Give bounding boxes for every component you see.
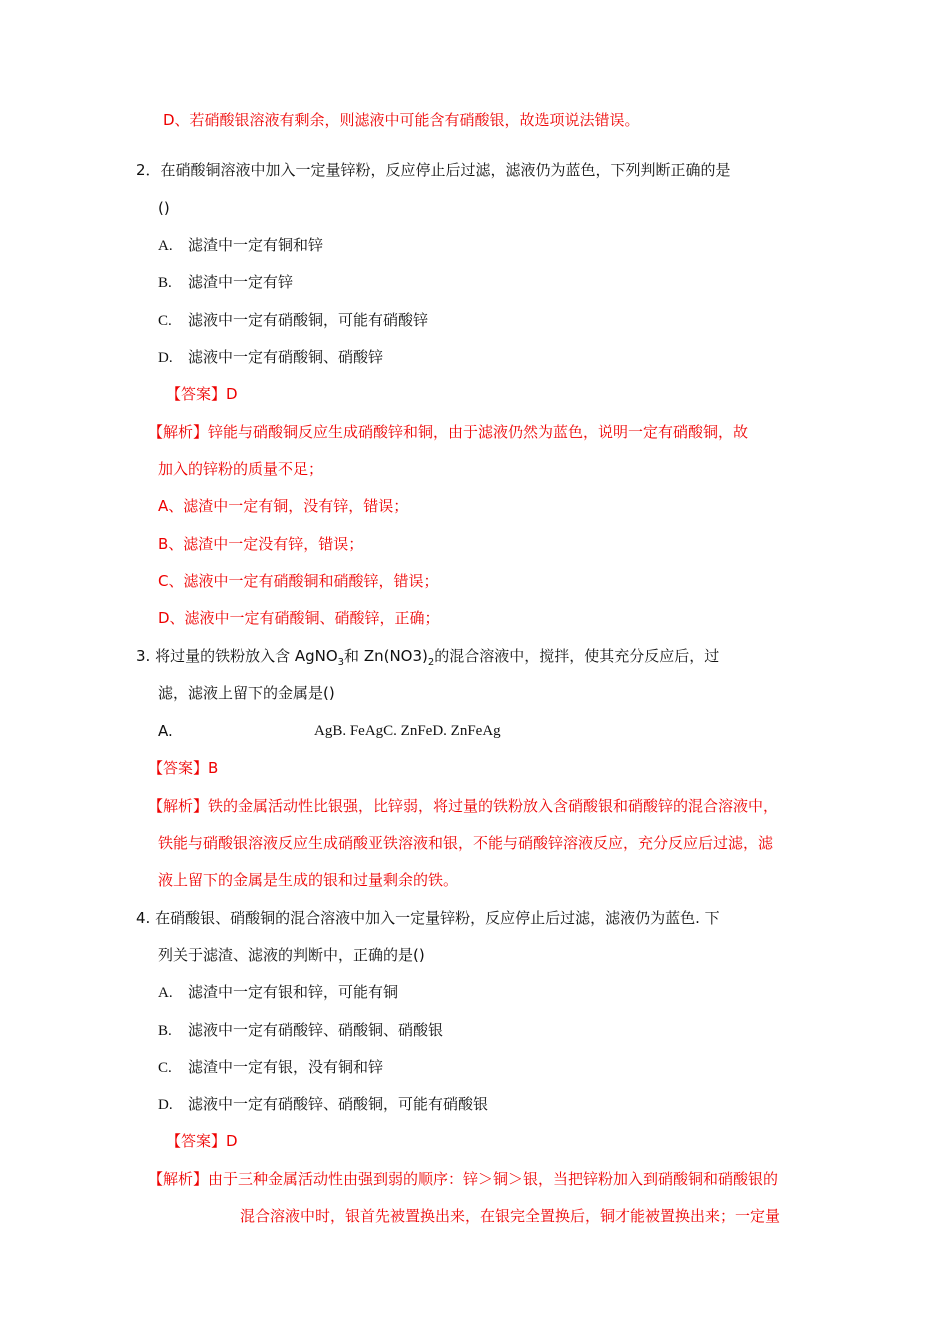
subscript: 3	[337, 657, 345, 668]
option-text: 滤渣中一定有铜和锌	[188, 236, 324, 254]
option-letter: C.	[158, 1060, 172, 1076]
q2-option-d	[158, 347, 383, 368]
q3-analysis-line3: 液上留下的金属是生成的银和过量剩余的铁。	[158, 871, 459, 889]
q3-answer: 【答案】B	[148, 759, 219, 777]
option-letter: C.	[158, 313, 172, 329]
q4-analysis-line2: 混合溶液中时，银首先被置换出来，在银完全置换后，铜才能被置换出来；一定量	[240, 1207, 781, 1225]
q3-analysis-line2: 铁能与硝酸银溶液反应生成硝酸亚铁溶液和银，不能与硝酸锌溶液反应，充分反应后过滤，滤	[158, 834, 774, 852]
q4-answer: 【答案】D	[166, 1132, 238, 1150]
q2-stem: 2．在硝酸铜溶液中加入一定量锌粉，反应停止后过滤，滤液仍为蓝色，下列判断正确的是	[136, 161, 731, 179]
q1-option-d-explanation: D、若硝酸银溶液有剩余，则滤液中可能含有硝酸银，故选项说法错误。	[163, 111, 640, 129]
q2-analysis-b: B、滤渣中一定没有锌，错误；	[158, 535, 364, 553]
option-letter: D.	[158, 350, 173, 366]
subscript: 2	[427, 657, 435, 668]
option-text: 滤液中一定有硝酸锌、硝酸铜，可能有硝酸银	[188, 1095, 489, 1113]
option-text: 滤液中一定有硝酸锌、硝酸铜、硝酸银	[188, 1021, 444, 1039]
q4-option-c	[158, 1057, 383, 1078]
option-text: 滤渣中一定有银和锌，可能有铜	[188, 983, 399, 1001]
q4-option-d	[158, 1094, 488, 1115]
q2-stem-blank: ()	[158, 199, 170, 217]
q4-stem: 4. 在硝酸银、硝酸铜的混合溶液中加入一定量锌粉，反应停止后过滤，滤液仍为蓝色. 下	[136, 909, 720, 927]
q4-option-a	[158, 982, 398, 1003]
q3-options: AgB. FeAgC. ZnFeD. ZnFeAg	[314, 723, 501, 739]
q2-analysis-c: C、滤液中一定有硝酸铜和硝酸锌，错误；	[158, 572, 439, 590]
q2-analysis-d: D、滤液中一定有硝酸铜、硝酸锌，正确；	[158, 609, 440, 627]
option-letter: B.	[158, 1023, 172, 1039]
q3-stem	[136, 646, 719, 673]
q3-option-a-letter: A.	[158, 722, 173, 740]
option-letter: A.	[158, 238, 173, 254]
q2-option-c	[158, 310, 428, 331]
option-letter: D.	[158, 1097, 173, 1113]
q3-stem-part3: 的混合溶液中，搅拌，使其充分反应后，过	[434, 647, 720, 665]
q3-stem-part1: 3. 将过量的铁粉放入含 AgNO	[136, 647, 338, 665]
q2-analysis-line1: 【解析】锌能与硝酸铜反应生成硝酸锌和铜，由于滤液仍然为蓝色，说明一定有硝酸铜，故	[148, 423, 749, 441]
option-text: 滤渣中一定有锌	[188, 273, 294, 291]
q2-analysis-a: A、滤渣中一定有铜，没有锌，错误；	[158, 497, 409, 515]
q4-option-b	[158, 1020, 443, 1041]
q4-stem-line2: 列关于滤渣、滤液的判断中，正确的是()	[158, 946, 425, 964]
q4-analysis-line1: 【解析】由于三种金属活动性由强到弱的顺序：锌＞铜＞银，当把锌粉加入到硝酸铜和硝酸银的	[148, 1170, 779, 1188]
option-text: 滤渣中一定有银，没有铜和锌	[188, 1058, 384, 1076]
option-letter: B.	[158, 275, 172, 291]
q2-option-a	[158, 235, 323, 256]
option-text: 滤液中一定有硝酸铜、硝酸锌	[188, 348, 384, 366]
option-letter: A.	[158, 985, 173, 1001]
option-text: 滤液中一定有硝酸铜，可能有硝酸锌	[188, 311, 429, 329]
q3-analysis-line1: 【解析】铁的金属活动性比银强，比锌弱，将过量的铁粉放入含硝酸银和硝酸锌的混合溶液中，	[148, 797, 779, 815]
q2-answer: 【答案】D	[166, 385, 238, 403]
q3-stem-line2: 滤，滤液上留下的金属是()	[158, 684, 335, 702]
q2-option-b	[158, 272, 293, 293]
q2-analysis-line2: 加入的锌粉的质量不足；	[158, 460, 324, 478]
q3-stem-part2: 和 Zn(NO3)	[344, 647, 428, 665]
